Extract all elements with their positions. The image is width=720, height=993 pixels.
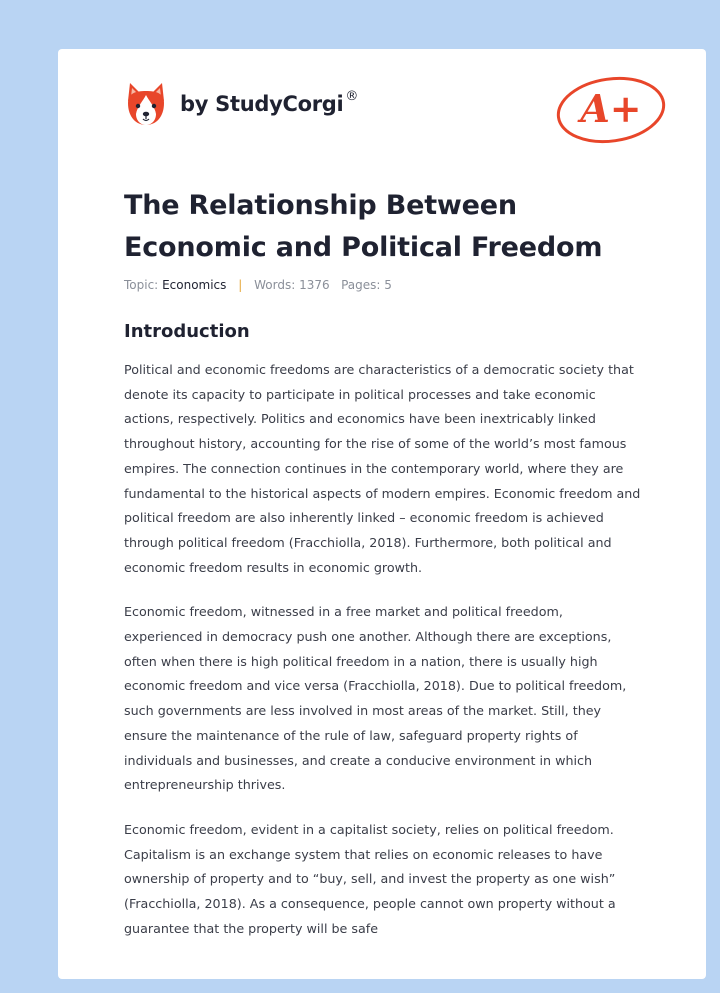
- paragraph: Political and economic freedoms are characteristics of a democratic society that denote its capacity to participate in political processes and take economic actions, respectively. Politics and economics have been inextricably linked throughout history, accounting for the rise of some of the world’s most famous empires. The connection continues in the contemporary world, where they are fundamental to the historical aspects of modern empires. Economic freedom and political freedom are also inherently linked – economic freedom is achieved through political freedom (Fracchiolla, 2018). Furthermore, both political and economic freedom results in economic growth.: [124, 362, 641, 575]
- document-page: [58, 49, 706, 979]
- word-count: Words: 1376: [254, 278, 330, 292]
- registered-mark: ®: [345, 89, 359, 104]
- paragraph: Economic freedom, witnessed in a free market and political freedom, experienced in democracy push one another. Although there are exceptions, often when there is high political freedom in a nation, there is usually high economic freedom and vice versa (Fracchiolla, 2018). Due to political freedom, such governments are less involved in most areas of the market. Still, they ensure the maintenance of the rule of law, safeguard property rights of individuals and businesses, and create a conducive environment in which entrepreneurship thrives.: [124, 604, 627, 793]
- paragraph: Economic freedom, evident in a capitalist society, relies on political freedom. Capitalism is an exchange system that relies on economic releases to have ownership of property and to “buy, sell, and invest the property as one wish” (Fracchiolla, 2018). As a consequence, people cannot own property without a guarantee that the property will be safe: [124, 821, 616, 936]
- a-plus-grade-icon: [554, 73, 669, 145]
- document-body: [124, 358, 644, 961]
- grade-text: A+: [580, 86, 642, 131]
- meta-separator: |: [238, 278, 243, 292]
- page-count: Pages: 5: [341, 278, 392, 292]
- brand-name: by StudyCorgi ®: [180, 89, 359, 116]
- document-title: The Relationship Between Economic and Political Freedom: [124, 190, 603, 263]
- corgi-logo-icon: [124, 81, 168, 127]
- brand-header[interactable]: [124, 79, 358, 129]
- topic-link[interactable]: Economics: [162, 278, 227, 292]
- topic-label: Topic:: [124, 278, 159, 292]
- document-meta: [124, 278, 392, 292]
- section-heading-introduction: Introduction: [124, 321, 250, 342]
